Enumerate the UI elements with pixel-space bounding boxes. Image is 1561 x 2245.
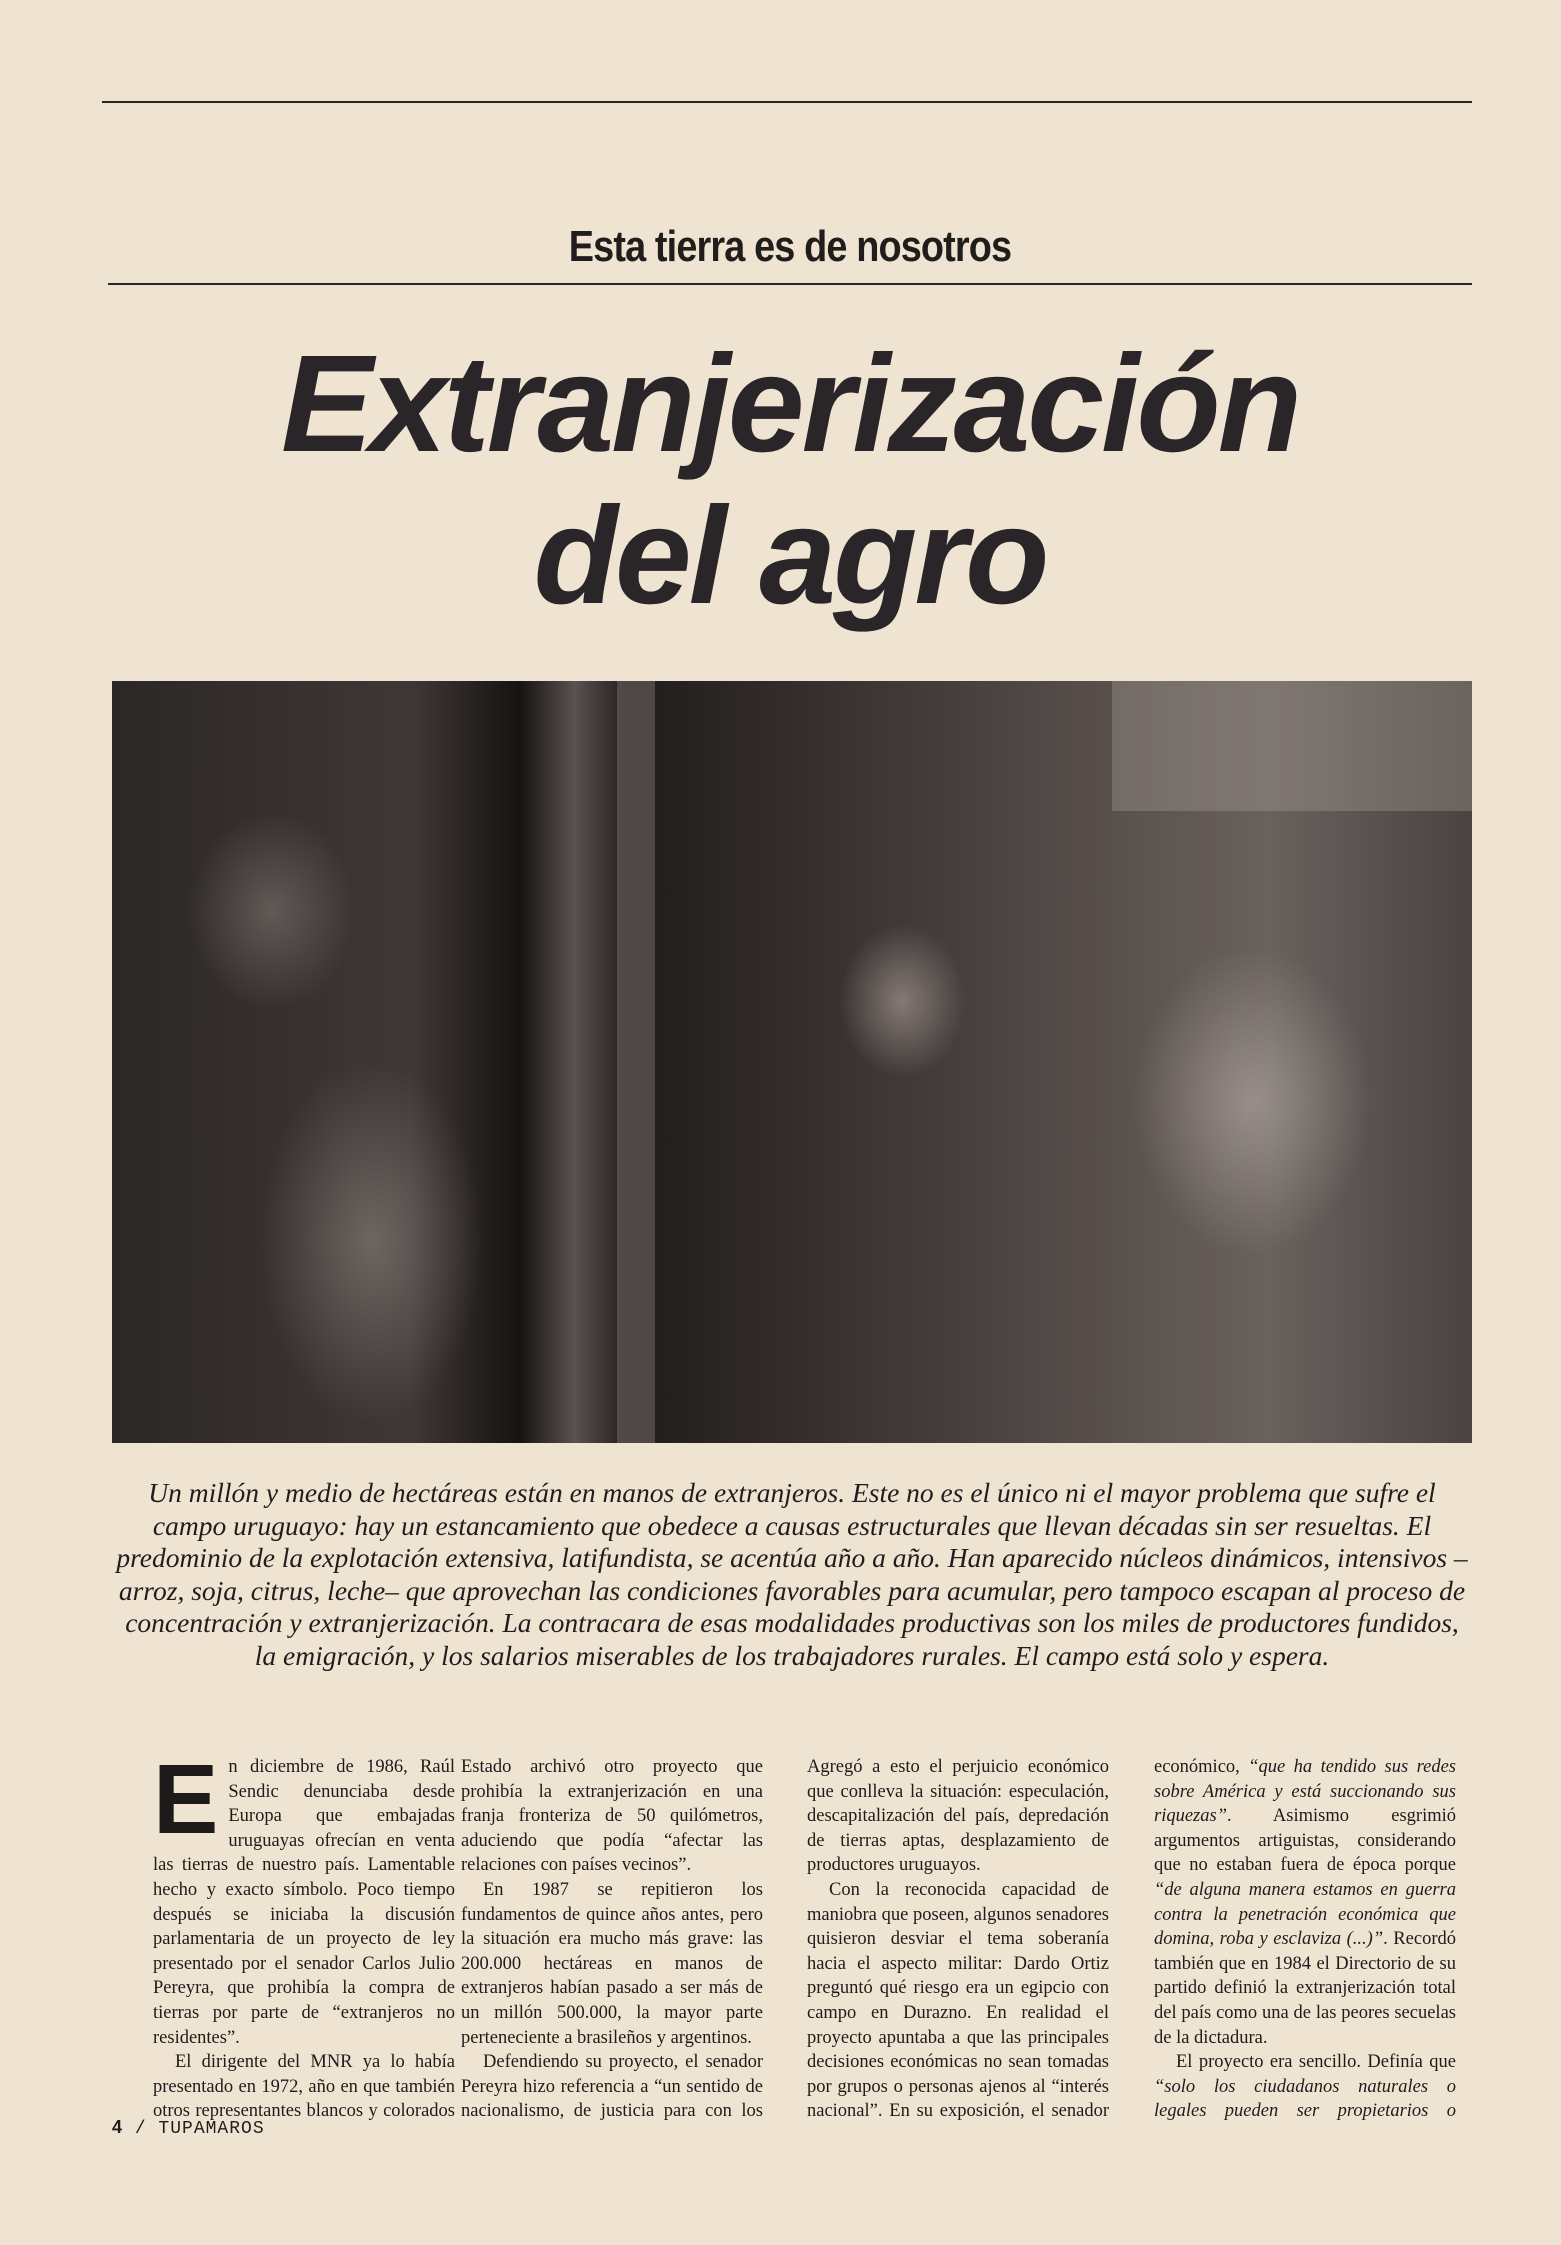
headline-line-1: Extranjerización: [280, 327, 1300, 481]
top-rule: [102, 101, 1472, 103]
photo-detail: [617, 681, 655, 1443]
footer-separator: /: [123, 2119, 159, 2139]
body-paragraph: Defendiendo su proyecto, el senador Pereyra hizo referencia a “un sentido de nacionalismo, de justicia para con los: [461, 2052, 763, 2122]
body-paragraph: En 1987 se repitieron los fundamentos de quince años antes, pero la situación era mucho más grave: las 200.000 hectáreas en manos de extranjeros habían pasado a ser más de un millón 500.000, la mayor parte perteneciente a brasileños y argentinos.: [461, 1879, 763, 2048]
page-footer: [112, 2117, 265, 2139]
quote-text: “que ha tendido sus redes sobre América y está succionando sus riquezas”: [1154, 1757, 1456, 1827]
quote-text: “de alguna manera estamos en guerra contra la penetración económica que domina, roba y esclaviza (...)”: [1154, 1879, 1456, 1950]
body-text: . Asimismo esgrimió argumentos artiguistas, considerando que no estaban fuera de época porque: [1154, 1806, 1456, 1876]
headline-line-2: del agro: [533, 479, 1047, 633]
body-text: El proyecto era sencillo. Definía que: [1176, 2052, 1456, 2073]
body-paragraph: [153, 1755, 455, 2050]
body-paragraph: El dirigente del MNR ya lo había presentado en 1972, año en que también otros representantes blancos y colorados: [153, 2052, 455, 2122]
body-paragraph: Agregó a esto el perjuicio económico que conlleva la situación: especulación, descapitalización del país, depredación de tierras aptas, desplazamiento de productores uruguayos.: [807, 1757, 1109, 1876]
body-column-1: [153, 1755, 455, 2127]
publication-name: TUPAMAROS: [158, 2119, 265, 2139]
body-paragraph: [1154, 1755, 1456, 2050]
body-paragraph: [1154, 2050, 1456, 2127]
body-column-3: [807, 1755, 1109, 2127]
section-kicker: Esta tierra es de nosotros: [568, 222, 1012, 271]
body-column-4: [1154, 1755, 1456, 2127]
article-body: [153, 1755, 1473, 2127]
lede-paragraph: Un millón y medio de hectáreas están en manos de extranjeros. Este no es el único ni el mayor problema que sufre el campo uruguayo: hay un estancamiento que obedece a causas estructurales que llevan décadas sin ser resueltas. El predominio de la explotación extensiva, latifundista, se acentúa año a año. Han aparecido núcleos dinámicos, intensivos –arroz, soja, citrus, leche– que aprovechan las condiciones favorables para acumular, pero tampoco escapan al proceso de concentración y extranjerización. La contracara de esas modalidades productivas son los miles de productores fundidos, la emigración, y los salarios miserables de los trabajadores rurales. El campo está solo y espera.: [116, 1477, 1468, 1671]
page-number: 4: [112, 2117, 124, 2137]
body-text: económico,: [1154, 1757, 1249, 1777]
headline: [108, 328, 1472, 632]
photo-detail: [1112, 681, 1472, 811]
body-text: . Recordó también que en 1984 el Directorio de su partido definió la extranjerización total del país como una de las peores secuelas de la dictadura.: [1154, 1929, 1456, 2048]
body-paragraph: Con la reconocida capacidad de maniobra que poseen, algunos senadores quisieron desviar el tema soberanía hacia el aspecto militar: Dardo Ortiz preguntó qué riesgo era un egipcio con campo en Durazno. En realidad el proyecto apuntaba a que las principales decisiones económicas no sean tomadas por grupos o personas ajenos al “interés nacional”. En su exposición, el senador: [807, 1879, 1109, 2122]
body-paragraph: Estado archivó otro proyecto que prohibía la extranjerización en una franja fronteriza de 50 quilómetros, aduciendo que podía “afectar las relaciones con países vecinos”.: [461, 1757, 763, 1876]
drop-cap: E: [153, 1755, 219, 1854]
kicker-rule: [108, 283, 1472, 285]
article-photo: [112, 681, 1472, 1443]
body-column-2: [461, 1755, 763, 2127]
body-text: n diciembre de 1986, Raúl Sendic denunciaba desde Europa que embajadas uruguayas ofrecían en venta las tierras de nuestro país. Lamentable hecho y exacto símbolo. Poco tiempo después se iniciaba la discusión parlamentaria de un proyecto de ley presentado por el senador Carlos Julio Pereyra, que prohibía la compra de tierras por parte de “extranjeros no residentes”.: [153, 1757, 455, 2048]
quote-text: “solo los ciudadanos naturales o legales pueden ser propietarios o: [1154, 2076, 1456, 2122]
